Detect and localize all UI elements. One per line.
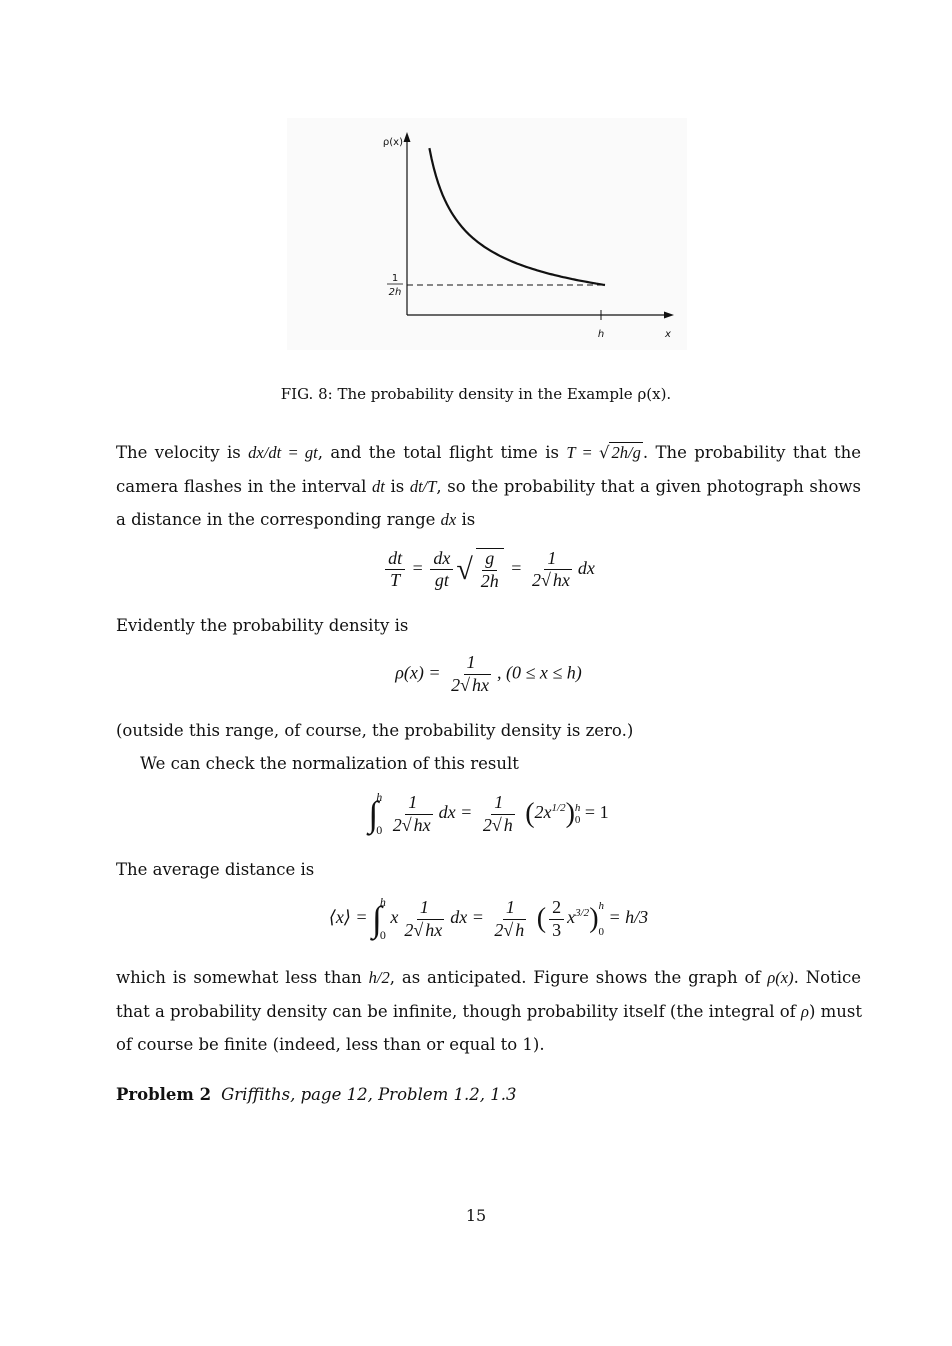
paragraph-normalization: We can check the normalization of this result [140,754,519,773]
p6-line1: which is somewhat less than h/2, as anticipated. Figure shows the graph of ρ(x). Notice [116,968,861,987]
equation-1: $\frac{dt}{T}$ = $\frac{dx}{gt}$ √ $\frac{g}{2h}$ = $\frac{1}{2√ hx}$ dx [116,548,861,592]
x-axis-label: x [665,329,671,340]
y-axis-arrow-icon [404,132,411,142]
problem-reference: Griffiths, page 12, Problem 1.2, 1.3 [221,1085,517,1104]
paragraph-conclusion [116,961,861,1062]
figure-8 [287,118,687,350]
density-plot [287,118,687,350]
equation-4: ⟨x⟩ = ∫ h 0 x $\frac{1}{2√ hx}$ dx = $\frac{1}{2√ h}$ ( $\frac{2}{3}$ $x^{3/2}$) h 0 = h/3 [328,895,649,942]
equation-2: ρ(x) = $\frac{1}{2√ hx}$ , (0 ≤ x ≤ h) [395,652,582,695]
density-curve [429,148,605,285]
paragraph-velocity [116,436,861,537]
equation-3: ∫ h 0 $\frac{1}{2√ hx}$ dx = $\frac{1}{2√ h}$ $(2x^{1/2})$ h 0 = 1 [368,790,609,837]
paragraph-outside: (outside this range, of course, the probability density is zero.) [116,721,634,740]
page-number: 15 [465,1206,487,1225]
problem-heading [116,1085,516,1104]
y-axis-label: ρ(x) [382,137,403,148]
baseline-label-num: 1 [391,273,399,284]
p1-line3: a distance in the corresponding range dx is [116,510,476,529]
paragraph-average: The average distance is [116,860,315,879]
x-tick-label: h [597,329,605,340]
figure-caption: FIG. 8: The probability density in the Example ρ(x). [280,385,672,403]
p6-line2: that a probability density can be infinite, though probability itself (the integral of ρ) must [116,1001,863,1021]
p6-line3: of course be finite (indeed, less than or equal to 1). [116,1035,545,1054]
paragraph-evidently: Evidently the probability density is [116,616,409,635]
baseline-label-den: 2h [388,287,402,298]
problem-number: Problem 2 [116,1085,212,1104]
p1-line1: The velocity is dx/dt = gt, and the total flight time is T = √ 2h/g . The probability that the [116,443,861,462]
p1-line2: camera flashes in the interval dt is dt/T, so the probability that a given photograph shows [116,476,862,496]
x-axis-arrow-icon [664,312,674,319]
